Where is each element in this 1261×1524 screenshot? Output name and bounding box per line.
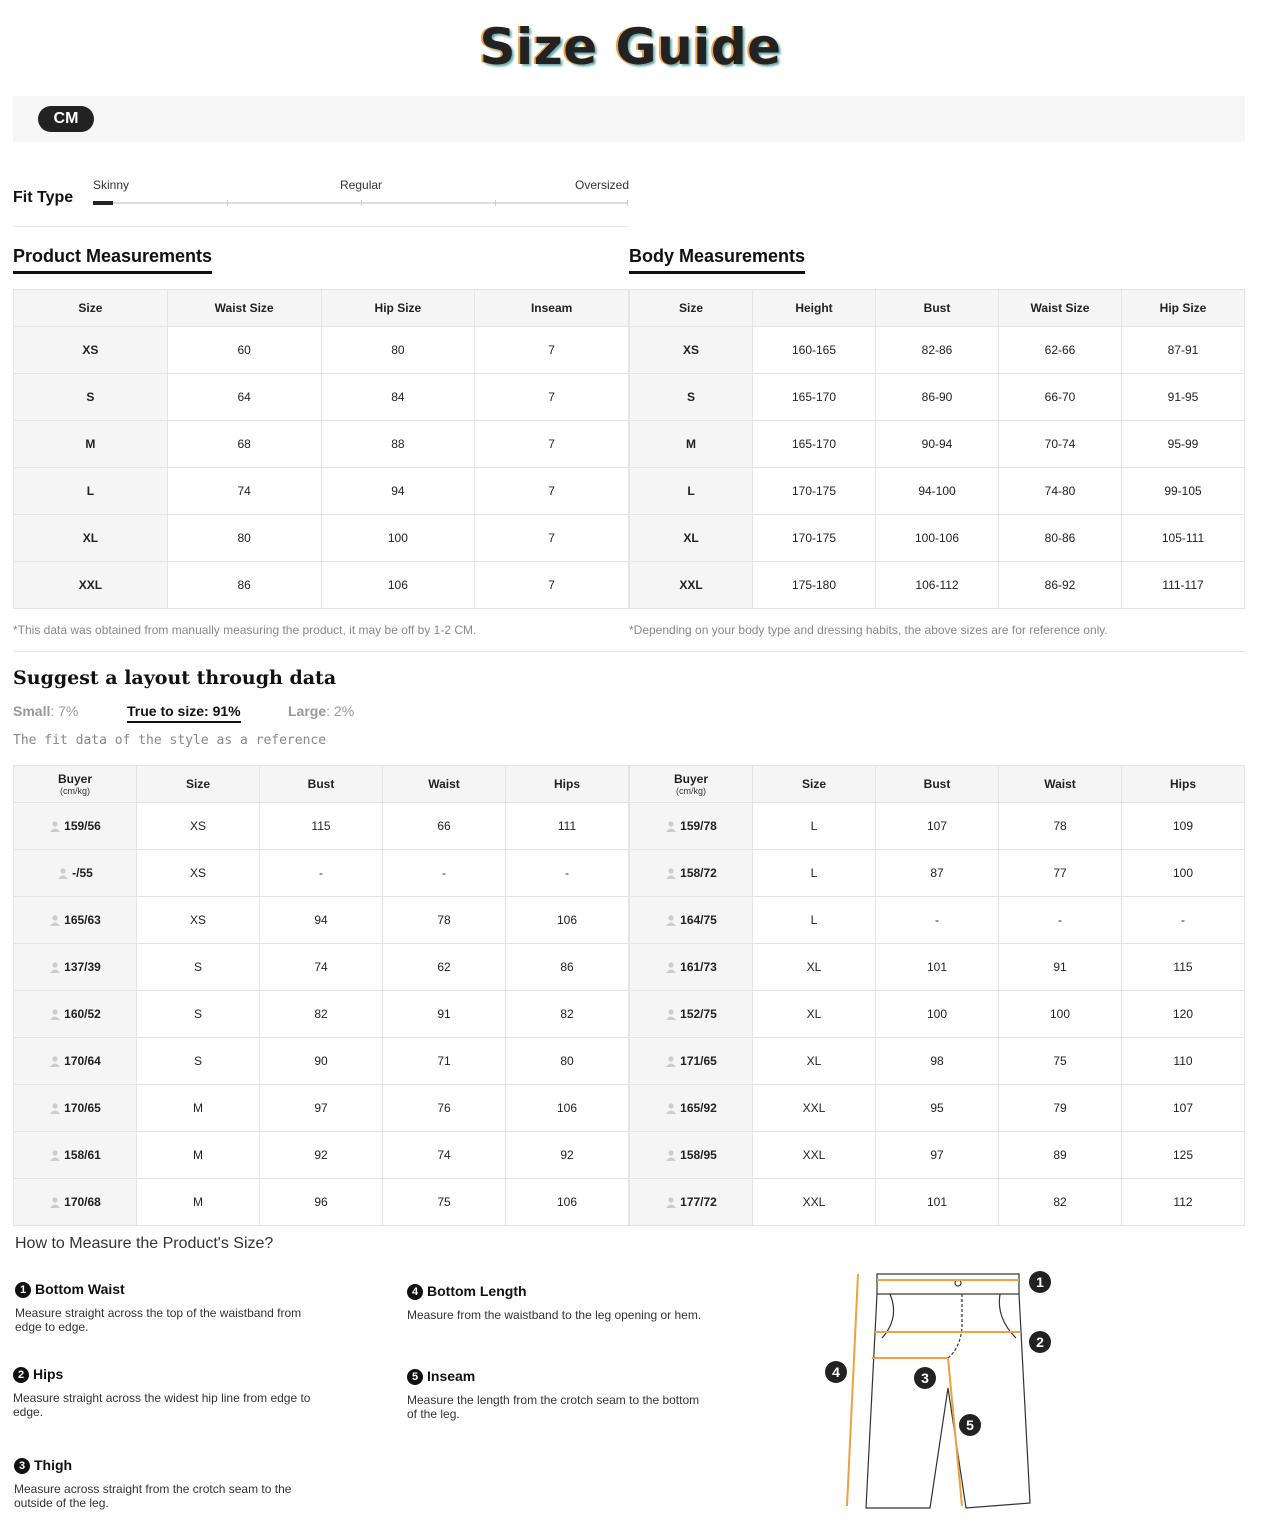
- number-badge: 4: [407, 1284, 423, 1300]
- table-cell: 80: [506, 1038, 629, 1085]
- size-cell: M: [14, 421, 168, 468]
- buyer-value: 177/72: [680, 1195, 717, 1209]
- table-row: [14, 850, 629, 897]
- table-cell: 111-117: [1122, 562, 1245, 609]
- table-cell: 107: [876, 803, 999, 850]
- user-icon: [49, 1055, 61, 1067]
- table-cell: 86-92: [999, 562, 1122, 609]
- table-cell: 80-86: [999, 515, 1122, 562]
- product-note: *This data was obtained from manually measuring the product, it may be off by 1-2 CM.: [13, 623, 477, 637]
- fit-option-oversized: Oversized: [575, 178, 630, 192]
- table-row: [630, 562, 1245, 609]
- user-icon: [49, 1149, 61, 1161]
- suggest-title: Suggest a layout through data: [13, 667, 337, 689]
- table-row: [14, 1085, 629, 1132]
- body-note: *Depending on your body type and dressing habits, the above sizes are for reference only.: [629, 623, 1108, 637]
- table-row: [14, 991, 629, 1038]
- table-cell: 87-91: [1122, 327, 1245, 374]
- buyer-table-right: [629, 765, 1245, 1226]
- table-cell: 110: [1122, 1038, 1245, 1085]
- table-row: [630, 944, 1245, 991]
- table-cell: 91: [999, 944, 1122, 991]
- table-cell: 68: [167, 421, 321, 468]
- measure-item-thigh: [14, 1457, 314, 1510]
- user-icon: [49, 914, 61, 926]
- table-cell: 91-95: [1122, 374, 1245, 421]
- measure-item-bottom-waist: [15, 1281, 315, 1334]
- table-cell: -: [1122, 897, 1245, 944]
- buyer-value: 160/52: [64, 1007, 101, 1021]
- table-cell: 80: [167, 515, 321, 562]
- buyer-value: 158/61: [64, 1148, 101, 1162]
- table-cell: 106: [506, 897, 629, 944]
- buyer-value: 170/65: [64, 1101, 101, 1115]
- user-icon: [49, 1196, 61, 1208]
- buyer-cell: [14, 1038, 137, 1085]
- table-cell: XS: [137, 850, 260, 897]
- table-cell: -: [383, 850, 506, 897]
- column-header: Waist: [383, 766, 506, 803]
- measure-item-desc: Measure across straight from the crotch seam to the outside of the leg.: [14, 1482, 292, 1510]
- table-cell: M: [137, 1085, 260, 1132]
- table-cell: 62-66: [999, 327, 1122, 374]
- table-cell: 77: [999, 850, 1122, 897]
- divider: [13, 651, 1245, 652]
- table-cell: S: [137, 991, 260, 1038]
- table-cell: 60: [167, 327, 321, 374]
- waistband-outline: [877, 1274, 1019, 1294]
- table-cell: -: [999, 897, 1122, 944]
- buyer-cell: [630, 1132, 753, 1179]
- user-icon: [665, 820, 677, 832]
- unit-cm-button[interactable]: CM: [38, 106, 94, 132]
- table-cell: XL: [753, 1038, 876, 1085]
- buyer-value: 158/72: [680, 866, 717, 880]
- number-badge: 5: [407, 1369, 423, 1385]
- buyer-value: 170/64: [64, 1054, 101, 1068]
- fit-type-indicator: [93, 201, 113, 205]
- table-cell: 80: [321, 327, 475, 374]
- fit-large-value: : 2%: [326, 703, 355, 719]
- size-cell: L: [14, 468, 168, 515]
- column-header: Inseam: [475, 290, 629, 327]
- table-row: [14, 1038, 629, 1085]
- buyer-value: 170/68: [64, 1195, 101, 1209]
- buyer-value: 158/95: [680, 1148, 717, 1162]
- fit-large-label: Large: [288, 703, 327, 719]
- size-cell: XL: [630, 515, 753, 562]
- reference-text: The fit data of the style as a reference: [13, 733, 327, 748]
- buyer-cell: [14, 944, 137, 991]
- table-cell: 74: [167, 468, 321, 515]
- page-title: Size Guide: [479, 18, 782, 76]
- fit-type-label: Fit Type: [13, 189, 74, 206]
- table-cell: L: [753, 850, 876, 897]
- buyer-cell: [14, 1085, 137, 1132]
- buyer-cell: [630, 897, 753, 944]
- buyer-cell: [630, 1038, 753, 1085]
- table-cell: 66: [383, 803, 506, 850]
- table-cell: 76: [383, 1085, 506, 1132]
- table-cell: 86: [506, 944, 629, 991]
- table-cell: 95: [876, 1085, 999, 1132]
- table-cell: 97: [260, 1085, 383, 1132]
- shorts-diagram: [820, 1268, 1060, 1518]
- column-header: Bust: [876, 290, 999, 327]
- table-cell: 98: [876, 1038, 999, 1085]
- table-cell: 105-111: [1122, 515, 1245, 562]
- table-cell: -: [506, 850, 629, 897]
- buyer-cell: [630, 1085, 753, 1132]
- fit-tick: [495, 200, 496, 206]
- table-cell: 78: [383, 897, 506, 944]
- table-cell: 106: [506, 1179, 629, 1226]
- table-cell: 71: [383, 1038, 506, 1085]
- buyer-value: 159/56: [64, 819, 101, 833]
- table-cell: 106: [506, 1085, 629, 1132]
- buyer-cell: [14, 850, 137, 897]
- table-cell: 7: [475, 374, 629, 421]
- buyer-cell: [14, 803, 137, 850]
- size-cell: XL: [14, 515, 168, 562]
- diagram-label-5: 5: [966, 1417, 974, 1433]
- number-badge: 2: [13, 1367, 29, 1383]
- table-cell: 7: [475, 421, 629, 468]
- table-cell: 86-90: [876, 374, 999, 421]
- diagram-label-2: 2: [1036, 1334, 1044, 1350]
- measure-item-title: Bottom Length: [427, 1283, 527, 1299]
- column-header: Hips: [506, 766, 629, 803]
- table-cell: XXL: [753, 1179, 876, 1226]
- size-cell: L: [630, 468, 753, 515]
- buyer-value: 165/92: [680, 1101, 717, 1115]
- fit-tick: [627, 200, 628, 206]
- fly-seam: [948, 1294, 962, 1358]
- table-cell: 94: [260, 897, 383, 944]
- column-header: Size: [630, 290, 753, 327]
- user-icon: [665, 867, 677, 879]
- table-cell: S: [137, 944, 260, 991]
- body-measurements-title: Body Measurements: [629, 246, 805, 274]
- table-cell: 82: [506, 991, 629, 1038]
- buyer-value: 164/75: [680, 913, 717, 927]
- measure-item-hips: [13, 1366, 313, 1419]
- buyer-cell: [630, 1179, 753, 1226]
- number-badge: 3: [14, 1458, 30, 1474]
- table-cell: M: [137, 1179, 260, 1226]
- column-header: Waist Size: [999, 290, 1122, 327]
- table-cell: 78: [999, 803, 1122, 850]
- fit-large-stat[interactable]: [288, 703, 354, 719]
- table-cell: 82: [999, 1179, 1122, 1226]
- fit-tick: [361, 200, 362, 206]
- table-row: [630, 1038, 1245, 1085]
- table-row: [630, 468, 1245, 515]
- buyer-cell: [630, 803, 753, 850]
- user-icon: [49, 1102, 61, 1114]
- user-icon: [665, 1196, 677, 1208]
- how-to-measure-title: How to Measure the Product's Size?: [15, 1235, 274, 1252]
- table-cell: 74: [383, 1132, 506, 1179]
- column-header: Bust: [260, 766, 383, 803]
- measure-item-desc: Measure straight across the widest hip line from edge to edge.: [13, 1391, 311, 1419]
- table-cell: 82: [260, 991, 383, 1038]
- table-cell: 101: [876, 1179, 999, 1226]
- table-cell: 101: [876, 944, 999, 991]
- inseam-measure-line: [948, 1358, 962, 1506]
- buyer-cell: [14, 1132, 137, 1179]
- buyer-value: 137/39: [64, 960, 101, 974]
- table-cell: 88: [321, 421, 475, 468]
- measure-item-title: Bottom Waist: [35, 1281, 125, 1297]
- table-cell: XXL: [753, 1085, 876, 1132]
- table-cell: 115: [1122, 944, 1245, 991]
- table-cell: 112: [1122, 1179, 1245, 1226]
- table-row: [14, 1179, 629, 1226]
- product-measurements-title: Product Measurements: [13, 246, 212, 274]
- table-cell: 100: [999, 991, 1122, 1038]
- table-cell: 62: [383, 944, 506, 991]
- table-row: [630, 374, 1245, 421]
- table-cell: 66-70: [999, 374, 1122, 421]
- table-cell: 115: [260, 803, 383, 850]
- table-row: [14, 1132, 629, 1179]
- table-cell: 7: [475, 562, 629, 609]
- user-icon: [665, 1008, 677, 1020]
- buyer-cell: [630, 991, 753, 1038]
- buyer-cell: [630, 850, 753, 897]
- table-row: [630, 515, 1245, 562]
- table-cell: 165-170: [753, 421, 876, 468]
- table-cell: 100: [876, 991, 999, 1038]
- user-icon: [57, 867, 69, 879]
- fit-small-stat[interactable]: [13, 703, 78, 719]
- column-header: Size: [14, 290, 168, 327]
- table-cell: 160-165: [753, 327, 876, 374]
- table-cell: 170-175: [753, 468, 876, 515]
- table-cell: 100: [1122, 850, 1245, 897]
- table-row: [14, 468, 629, 515]
- size-cell: M: [630, 421, 753, 468]
- buyer-cell: [14, 897, 137, 944]
- table-row: [14, 944, 629, 991]
- table-cell: 94-100: [876, 468, 999, 515]
- fit-true-to-size-stat[interactable]: True to size: 91%: [127, 703, 241, 723]
- table-row: [630, 421, 1245, 468]
- buyer-cell: [630, 944, 753, 991]
- table-cell: 7: [475, 468, 629, 515]
- table-cell: 89: [999, 1132, 1122, 1179]
- table-row: [14, 421, 629, 468]
- table-row: [630, 1179, 1245, 1226]
- table-cell: 125: [1122, 1132, 1245, 1179]
- table-cell: 74: [260, 944, 383, 991]
- column-header: Hip Size: [321, 290, 475, 327]
- table-cell: 87: [876, 850, 999, 897]
- table-row: [14, 515, 629, 562]
- table-cell: 107: [1122, 1085, 1245, 1132]
- buyer-table-left: [13, 765, 629, 1226]
- table-cell: 94: [321, 468, 475, 515]
- diagram-label-3: 3: [921, 1370, 929, 1386]
- column-header: Size: [753, 766, 876, 803]
- measure-item-desc: Measure straight across the top of the waistband from edge to edge.: [15, 1306, 302, 1334]
- table-cell: XS: [137, 803, 260, 850]
- table-row: [14, 562, 629, 609]
- unit-bar: [13, 96, 1245, 142]
- column-header: Bust: [876, 766, 999, 803]
- table-row: [630, 991, 1245, 1038]
- table-cell: 96: [260, 1179, 383, 1226]
- table-cell: XXL: [753, 1132, 876, 1179]
- measure-item-title: Thigh: [34, 1457, 73, 1473]
- fit-small-value: : 7%: [50, 703, 79, 719]
- table-cell: 95-99: [1122, 421, 1245, 468]
- size-cell: XS: [630, 327, 753, 374]
- measure-item-title: Hips: [33, 1366, 64, 1382]
- buyer-value: 161/73: [680, 960, 717, 974]
- table-cell: 90-94: [876, 421, 999, 468]
- table-cell: 92: [260, 1132, 383, 1179]
- user-icon: [49, 1008, 61, 1020]
- user-icon: [665, 914, 677, 926]
- number-badge: 1: [15, 1282, 31, 1298]
- table-cell: M: [137, 1132, 260, 1179]
- table-cell: 92: [506, 1132, 629, 1179]
- table-cell: 100-106: [876, 515, 999, 562]
- measure-item-inseam: [407, 1368, 707, 1421]
- table-cell: 91: [383, 991, 506, 1038]
- buyer-value: 165/63: [64, 913, 101, 927]
- table-cell: 106: [321, 562, 475, 609]
- table-cell: 64: [167, 374, 321, 421]
- buyer-cell: [14, 1179, 137, 1226]
- column-header: Height: [753, 290, 876, 327]
- measure-item-desc: Measure the length from the crotch seam to the bottom of the leg.: [407, 1393, 700, 1421]
- table-cell: 109: [1122, 803, 1245, 850]
- user-icon: [665, 1055, 677, 1067]
- table-cell: 7: [475, 327, 629, 374]
- user-icon: [665, 961, 677, 973]
- fit-small-label: Small: [13, 703, 51, 719]
- user-icon: [665, 1102, 677, 1114]
- column-header-buyer: Buyer (cm/kg): [14, 766, 137, 803]
- table-cell: S: [137, 1038, 260, 1085]
- table-cell: -: [876, 897, 999, 944]
- table-cell: 86: [167, 562, 321, 609]
- table-cell: 70-74: [999, 421, 1122, 468]
- table-cell: L: [753, 897, 876, 944]
- table-cell: 120: [1122, 991, 1245, 1038]
- diagram-label-1: 1: [1036, 1274, 1044, 1290]
- buyer-value: -/55: [72, 866, 93, 880]
- user-icon: [665, 1149, 677, 1161]
- column-header: Size: [137, 766, 260, 803]
- table-cell: 100: [321, 515, 475, 562]
- table-cell: 175-180: [753, 562, 876, 609]
- product-measurements-table: [13, 289, 629, 609]
- buyer-value: 152/75: [680, 1007, 717, 1021]
- table-cell: 111: [506, 803, 629, 850]
- table-cell: 90: [260, 1038, 383, 1085]
- table-row: [14, 327, 629, 374]
- size-cell: S: [630, 374, 753, 421]
- table-cell: 82-86: [876, 327, 999, 374]
- table-cell: XL: [753, 991, 876, 1038]
- measure-item-title: Inseam: [427, 1368, 476, 1384]
- table-row: [630, 803, 1245, 850]
- table-row: [14, 803, 629, 850]
- table-cell: 74-80: [999, 468, 1122, 515]
- column-header-buyer: Buyer (cm/kg): [630, 766, 753, 803]
- table-row: [14, 897, 629, 944]
- table-cell: 170-175: [753, 515, 876, 562]
- table-cell: 165-170: [753, 374, 876, 421]
- length-measure-line: [847, 1274, 858, 1506]
- table-cell: 7: [475, 515, 629, 562]
- table-row: [14, 374, 629, 421]
- diagram-label-4: 4: [832, 1364, 840, 1380]
- table-cell: XL: [753, 944, 876, 991]
- body-measurements-table: [629, 289, 1245, 609]
- size-cell: XXL: [14, 562, 168, 609]
- column-header: Hip Size: [1122, 290, 1245, 327]
- table-cell: 75: [383, 1179, 506, 1226]
- column-header: Waist Size: [167, 290, 321, 327]
- table-cell: 106-112: [876, 562, 999, 609]
- measure-item-bottom-length: [407, 1283, 707, 1322]
- fit-tick: [227, 200, 228, 206]
- buyer-value: 171/65: [680, 1054, 717, 1068]
- table-row: [630, 850, 1245, 897]
- table-cell: L: [753, 803, 876, 850]
- table-row: [630, 1085, 1245, 1132]
- table-cell: 97: [876, 1132, 999, 1179]
- fit-option-skinny: Skinny: [93, 178, 130, 192]
- column-header: Hips: [1122, 766, 1245, 803]
- column-header: Waist: [999, 766, 1122, 803]
- table-cell: 99-105: [1122, 468, 1245, 515]
- size-cell: S: [14, 374, 168, 421]
- table-cell: XS: [137, 897, 260, 944]
- table-cell: -: [260, 850, 383, 897]
- size-cell: XXL: [630, 562, 753, 609]
- fit-option-regular: Regular: [340, 178, 383, 192]
- table-row: [630, 327, 1245, 374]
- table-cell: 75: [999, 1038, 1122, 1085]
- table-row: [630, 897, 1245, 944]
- measure-item-desc: Measure from the waistband to the leg opening or hem.: [407, 1308, 702, 1322]
- divider: [13, 226, 628, 227]
- size-cell: XS: [14, 327, 168, 374]
- table-cell: 79: [999, 1085, 1122, 1132]
- table-cell: 84: [321, 374, 475, 421]
- buyer-value: 159/78: [680, 819, 717, 833]
- buyer-cell: [14, 991, 137, 1038]
- user-icon: [49, 961, 61, 973]
- table-row: [630, 1132, 1245, 1179]
- user-icon: [49, 820, 61, 832]
